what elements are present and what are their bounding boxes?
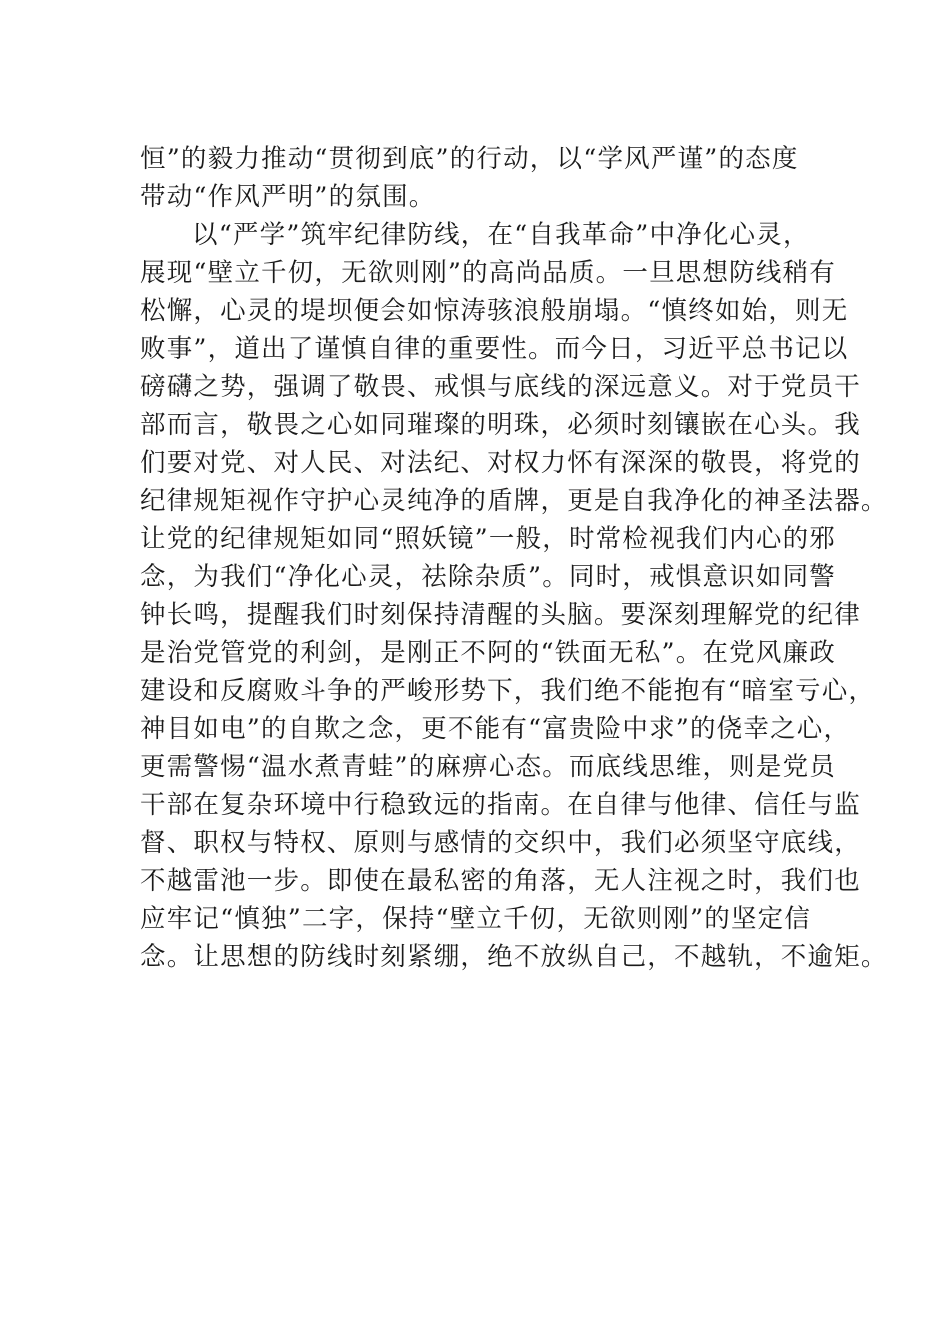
text-line-22: 念。让思想的防线时刻紧绷，绝不放纵自己，不越轨，不逾矩。 — [140, 942, 888, 972]
text-line-9: 们要对党、对人民、对法纪、对权力怀有深深的敬畏，将党的 — [140, 448, 861, 478]
text-line-8: 部而言，敬畏之心如同璀璨的明珠，必须时刻镶嵌在心头。我 — [140, 410, 861, 440]
text-line-16: 神目如电”的自欺之念，更不能有“富贵险中求”的侥幸之心， — [140, 714, 851, 744]
text-line-6: 败事”，道出了谨慎自律的重要性。而今日，习近平总书记以 — [140, 334, 849, 364]
text-line-15: 建设和反腐败斗争的严峻形势下，我们绝不能抱有“暗室亏心， — [140, 676, 876, 706]
text-line-4: 展现“壁立千仞，无欲则刚”的高尚品质。一旦思想防线稍有 — [140, 258, 836, 288]
text-line-1: 恒”的毅力推动“贯彻到底”的行动，以“学风严谨”的态度 — [140, 144, 799, 174]
text-line-20: 不越雷池一步。即使在最私密的角落，无人注视之时，我们也 — [140, 866, 861, 896]
paragraph-start-line: 以“严学”筑牢纪律防线，在“自我革命”中净化心灵， — [192, 220, 810, 250]
text-line-17: 更需警惕“温水煮青蛙”的麻痹心态。而底线思维，则是党员 — [140, 752, 836, 782]
text-line-11: 让党的纪律规矩如同“照妖镜”一般，时常检视我们内心的邪 — [140, 524, 836, 554]
text-line-19: 督、职权与特权、原则与感情的交织中，我们必须坚守底线， — [140, 828, 861, 858]
text-line-18: 干部在复杂环境中行稳致远的指南。在自律与他律、信任与监 — [140, 790, 861, 820]
text-line-7: 磅礴之势，强调了敬畏、戒惧与底线的深远意义。对于党员干 — [140, 372, 861, 402]
text-line-14: 是治党管党的利剑，是刚正不阿的“铁面无私”。在党风廉政 — [140, 638, 836, 668]
text-line-13: 钟长鸣，提醒我们时刻保持清醒的头脑。要深刻理解党的纪律 — [140, 600, 861, 630]
text-line-5: 松懈，心灵的堤坝便会如惊涛骇浪般崩塌。“慎终如始，则无 — [140, 296, 849, 326]
body-text — [140, 140, 888, 976]
text-line-2: 带动“作风严明”的氛围。 — [140, 182, 436, 212]
text-line-10: 纪律规矩视作守护心灵纯净的盾牌，更是自我净化的神圣法器。 — [140, 486, 888, 516]
text-line-12: 念，为我们“净化心灵，祛除杂质”。同时，戒惧意识如同警 — [140, 562, 836, 592]
text-line-21: 应牢记“慎独”二字，保持“壁立千仞，无欲则刚”的坚定信 — [140, 904, 812, 934]
